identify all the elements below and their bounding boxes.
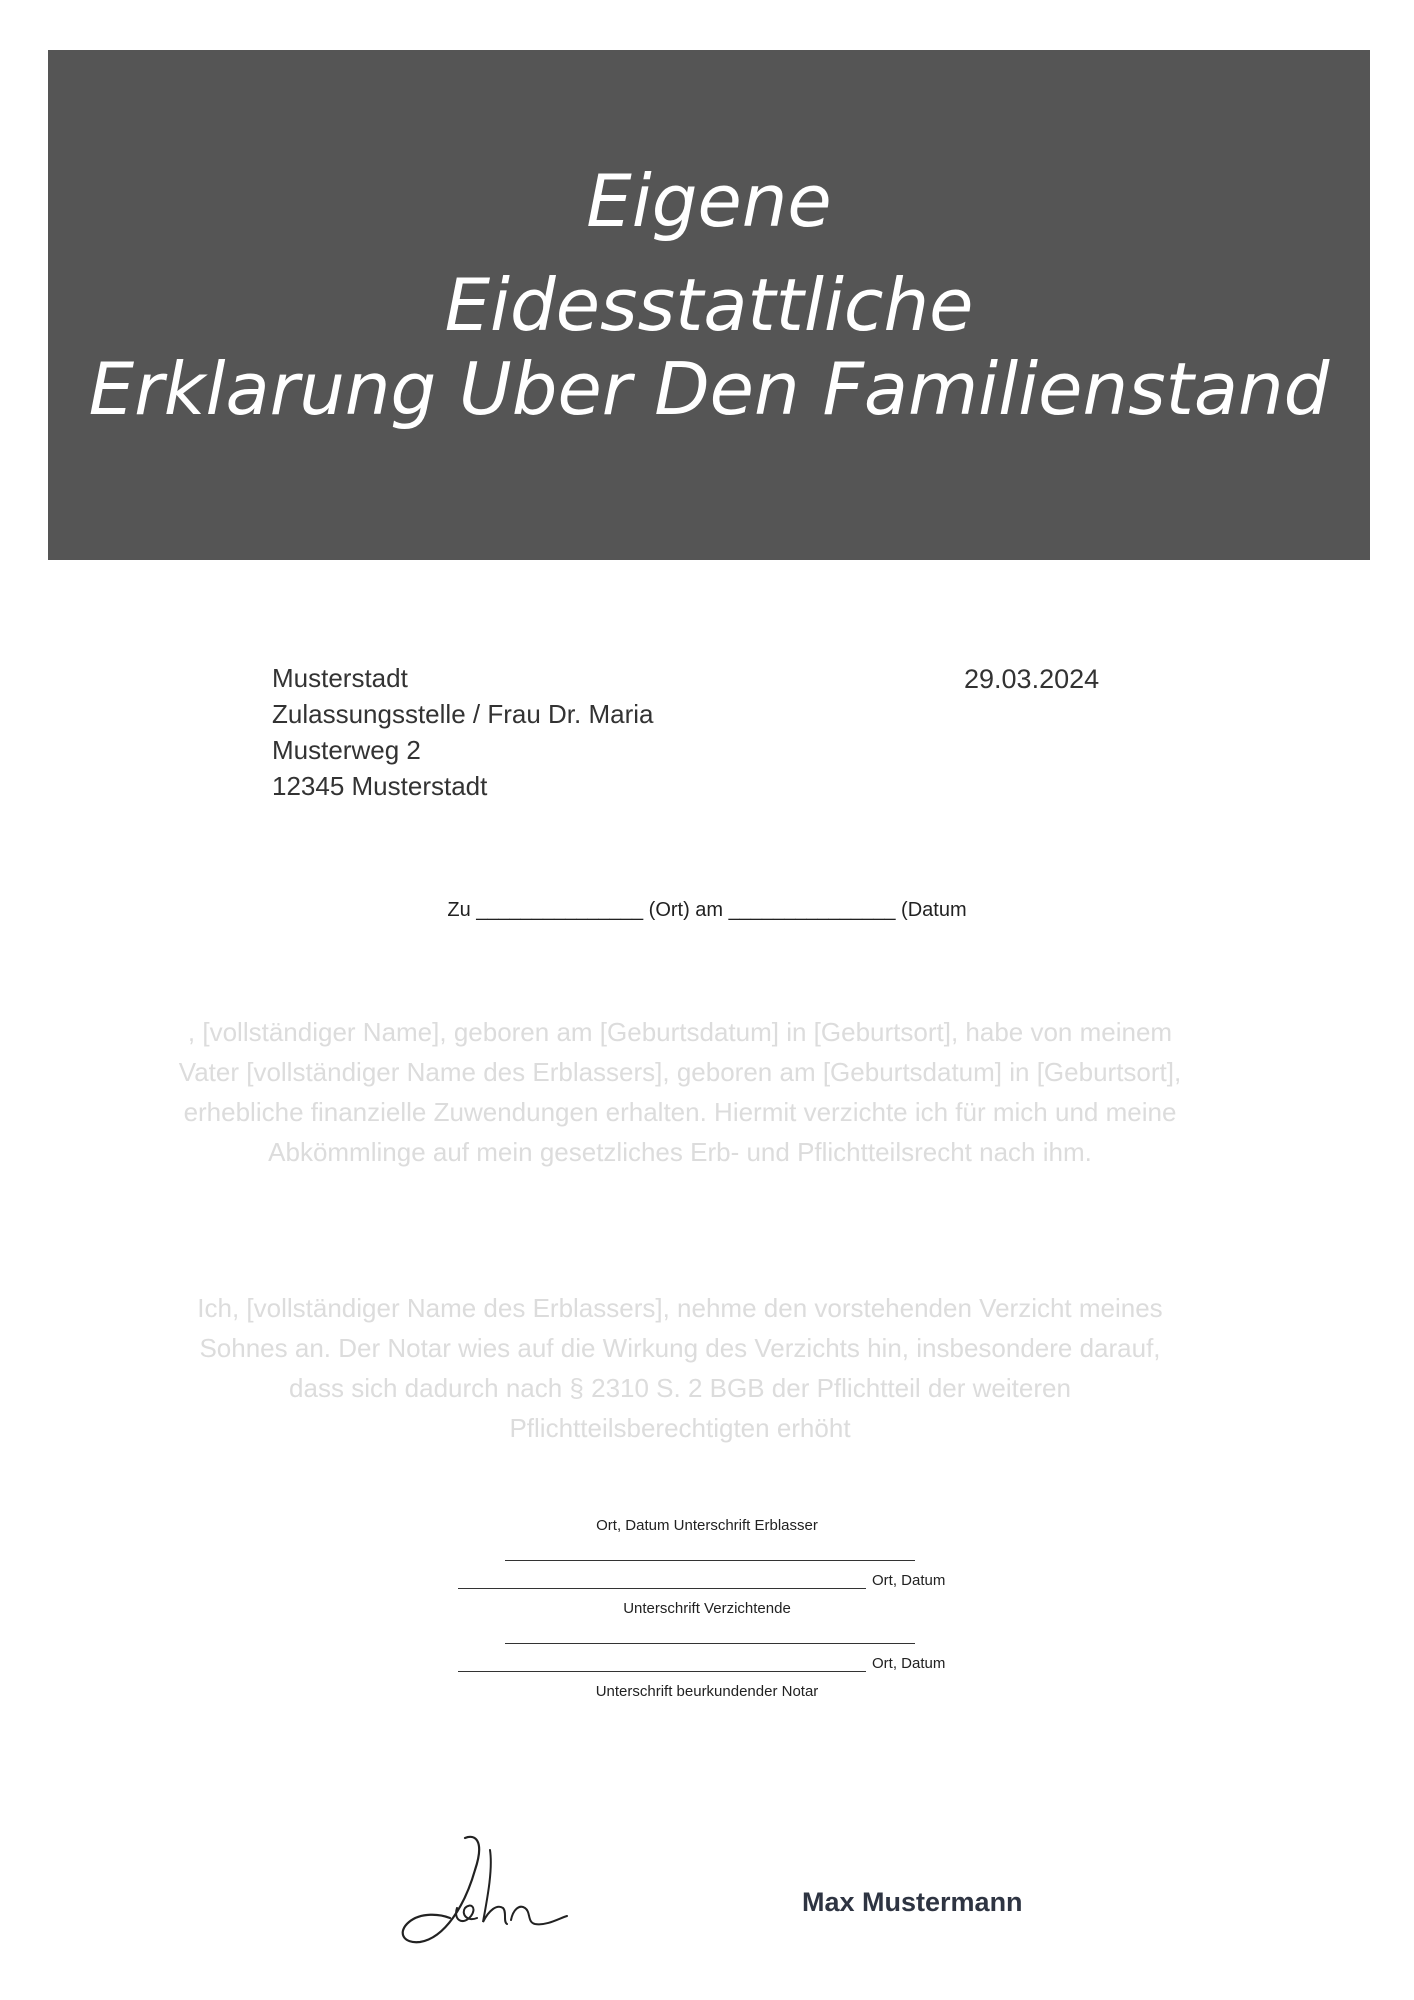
- declaration-paragraph-1: , [vollständiger Name], geboren am [Geburtsdatum] in [Geburtsort], habe von meinem Vater [vollständiger Name des Erblassers], geboren am [Geburtsdatum] in [Geburtsort], erhebliche finanzielle Zuwendungen erhalten. Hiermit verzichte ich für mich und meine Abkömmlinge auf mein gesetzliches Erb- und Pflichtteilsrecht nach ihm.: [178, 1017, 1182, 1167]
- place-date-line: Zu _______________ (Ort) am _______________ (Datum: [447, 899, 967, 921]
- signature-line: [505, 1560, 915, 1561]
- signature-line: [458, 1588, 866, 1589]
- signature-label-erblasser: Ort, Datum Unterschrift Erblasser: [596, 1517, 818, 1534]
- handwritten-signature: [395, 1830, 595, 1950]
- address-line-1: Musterstadt: [272, 663, 408, 693]
- signature-line: [505, 1643, 915, 1644]
- address-line-2: Zulassungsstelle / Frau Dr. Maria: [272, 699, 654, 729]
- ort-datum-label: Ort, Datum: [872, 1572, 946, 1589]
- document-date: 29.03.2024: [964, 664, 1100, 694]
- signature-line: [458, 1671, 866, 1672]
- ort-datum-label: Ort, Datum: [872, 1655, 946, 1672]
- signature-label-verzichtende: Unterschrift Verzichtende: [623, 1600, 791, 1617]
- recipient-address: [272, 660, 653, 804]
- signature-label-notar: Unterschrift beurkundender Notar: [595, 1683, 819, 1700]
- title-banner: [48, 50, 1370, 560]
- title-line-2: Eidesstattliche: [444, 263, 974, 347]
- address-line-3: Musterweg 2: [272, 735, 421, 765]
- declaration-paragraph-2: Ich, [vollständiger Name des Erblassers], nehme den vorstehenden Verzicht meines Sohnes an. Der Notar wies auf die Wirkung des Verzichts hin, insbesondere darauf, dass sich dadurch nach § 2310 S. 2 BGB der Pflichtteil der weiteren Pflichtteilsberechtigten erhöht: [197, 1293, 1163, 1443]
- signer-name: Max Mustermann: [802, 1887, 1023, 1917]
- address-line-4: 12345 Musterstadt: [272, 771, 488, 801]
- title-line-1: Eigene: [586, 159, 832, 243]
- title-line-3: Erklarung Uber Den Familienstand: [88, 347, 1330, 431]
